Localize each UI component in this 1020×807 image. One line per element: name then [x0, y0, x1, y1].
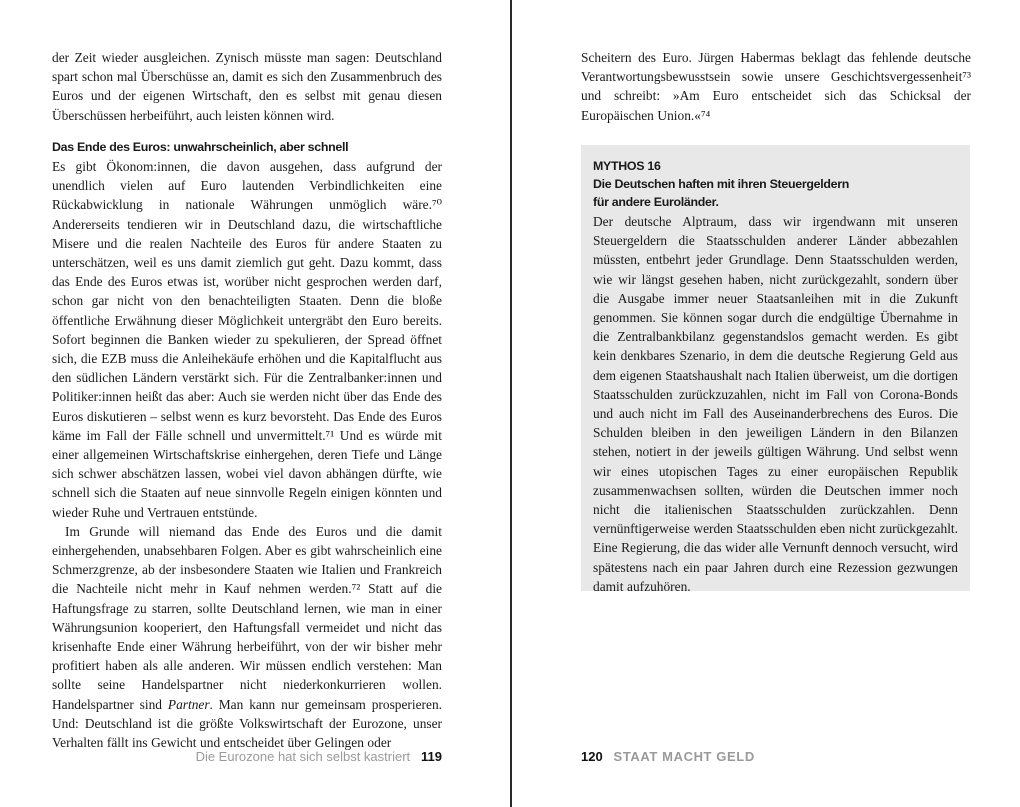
left-intro-text: der Zeit wieder ausgleichen. Zynisch müsste man sagen: Deutschland spart schon mal Überschüsse an, damit es sich den Zusammenbruch des Euros und der eigenen Wirtschaft, den es selbst mit genau diesen Überschüssen herbeiführt, auch leisten können wird. — [52, 50, 442, 123]
running-title-left: Die Eurozone hat sich selbst kastriert — [195, 749, 411, 764]
page-number-right: 120 — [581, 749, 603, 764]
myth-body-text: Der deutsche Alptraum, dass wir irgendwann mit unseren Steuergeldern die Staatsschulden anderer Länder abbezahlen müssten, entbehrt jeder Grundlage. Denn Staatsschulden werden, wie wir längst gesehen haben, nicht zurückgezahlt, sondern über die Ausgabe immer neuer Staatsanleihen mit in die Zukunft genommen. Sie können sogar durch die endgültige Übernahme in die Zentralbankbilanz gegenstandslos gemacht werden. Es gibt kein denkbares Szenario, in dem die deutsche Regierung Geld aus dem eigenen Staatshaushalt nach Italien überweist, um die dortigen Staatsschulden zurückzuzahlen, nicht im Fall von Corona-Bonds und auch nicht im Fall des Auseinanderbrechens des Euros. Die Schulden bleiben in den jeweiligen Ländern in den Bilanzen stehen, notiert in der jeweils gültigen Währung. Und selbst wenn wir eines utopischen Tages zu einer europäischen Republik zusammenwachsen sollten, würden die Deutschen immer noch nicht die italienischen Staatsschulden zurückzahlen. Denn vernünftigerweise werden Staatsschulden eben nicht zurückgezahlt. Eine Regierung, die das wider alle Vernunft dennoch versucht, wird spätestens nach ein paar Jahren durch eine Rezession gezwungen damit aufzuhören. — [593, 214, 958, 594]
running-title-right: STAAT MACHT GELD — [613, 749, 755, 764]
myth-box-heading — [593, 157, 958, 211]
left-paragraph-1: Es gibt Ökonom:innen, die davon ausgehen, dass aufgrund der unendlich vielen auf Euro lautenden Verbindlichkeiten eine Rückabwicklung in nationale Währungen unmöglich wäre.⁷⁰ Andererseits tendieren wir in Deutschland dazu, die wirtschaftliche Misere und die realen Nachteile des Euros für andere Staaten zu unterschätzen, weil es uns damit ziemlich gut geht. Dazu kommt, dass das Ende des Euros etwas ist, worüber nicht gesprochen werden darf, schon gar nicht von den benachteiligten Staaten. Denn die bloße öffentliche Erwähnung dieser Möglichkeit untergräbt den Euro bereits. Sofort beginnen die Banken wieder zu spekulieren, der Spread öffnet sich, die EZB muss die Anleihekäufe erhöhen und die Kapitalflucht aus den südlichen Ländern verstärkt sich. Für die Zentralbanker:innen und Politiker:innen heißt das aber: Auch sie werden nicht über das Ende des Euros diskutieren – selbst wenn es kurz bevorsteht. Das Ende des Euros käme im Fall der Fälle schnell und unvermittelt.⁷¹ Und es würde mit einer allgemeinen Wirtschaftskrise einhergehen, deren Tiefe und Länge sich schwer abschätzen lassen, wobei viel davon abhängen dürfte, wie schnell sich die Staaten auf neue sinnvolle Regeln einigen könnten und wieder Ruhe und Vertrauen entstünde. — [52, 159, 442, 520]
paragraph-2-part-1: Im Grunde will niemand das Ende des Euros und die damit einhergehenden, unabsehbaren Folgen. Aber es gibt wahrscheinlich eine Schmerzgrenze, ab der insbesondere Staaten wie Italien und Frankreich die Nachteile nicht mehr in Kauf nehmen werden.⁷² Statt auf die Haftungsfrage zu starren, sollte Deutschland lernen, wie man in einer Währungsunion kooperiert, den Haftungsfall vermeidet und nicht das krisenhafte Ende einer Währung herbeiführt, von der wir bisher mehr profitiert haben als alle anderen. Wir müssen endlich verstehen: Man sollte seine Handelspartner nicht niederkonkurrieren wollen. Handelspartner sind — [52, 523, 442, 712]
left-paragraph-2 — [52, 522, 442, 752]
right-intro-text: Scheitern des Euro. Jürgen Habermas beklagt das fehlende deutsche Verantwortungsbewusstsein sowie unsere Geschichtsvergessenheit⁷³ und schreibt: »Am Euro entscheidet sich das Schicksal der Europäischen Union.«⁷⁴ — [581, 50, 971, 123]
paragraph-2-part-2: . Man kann nur gemeinsam prosperieren. Und: Deutschland ist die größte Volkswirtschaft der Eurozone, unser Verhalten fällt ins Gewicht und entscheidet über Gelingen oder — [52, 696, 442, 751]
myth-label: MYTHOS 16 — [593, 159, 661, 173]
right-page — [512, 0, 1020, 807]
section-heading: Das Ende des Euros: unwahrscheinlich, aber schnell — [52, 140, 349, 154]
page-number-left: 119 — [421, 749, 442, 764]
right-footer — [581, 748, 755, 766]
left-footer — [196, 748, 442, 766]
myth-title-line-1: Die Deutschen haften mit ihren Steuergeldern — [593, 177, 850, 191]
right-intro-paragraph — [581, 48, 971, 125]
left-body — [52, 157, 442, 752]
paragraph-2-italic: Partner — [167, 696, 210, 712]
myth-title-line-2: für andere Euroländer. — [593, 195, 719, 209]
left-intro-paragraph — [52, 48, 442, 125]
myth-body — [593, 212, 958, 596]
myth-box — [581, 145, 970, 594]
